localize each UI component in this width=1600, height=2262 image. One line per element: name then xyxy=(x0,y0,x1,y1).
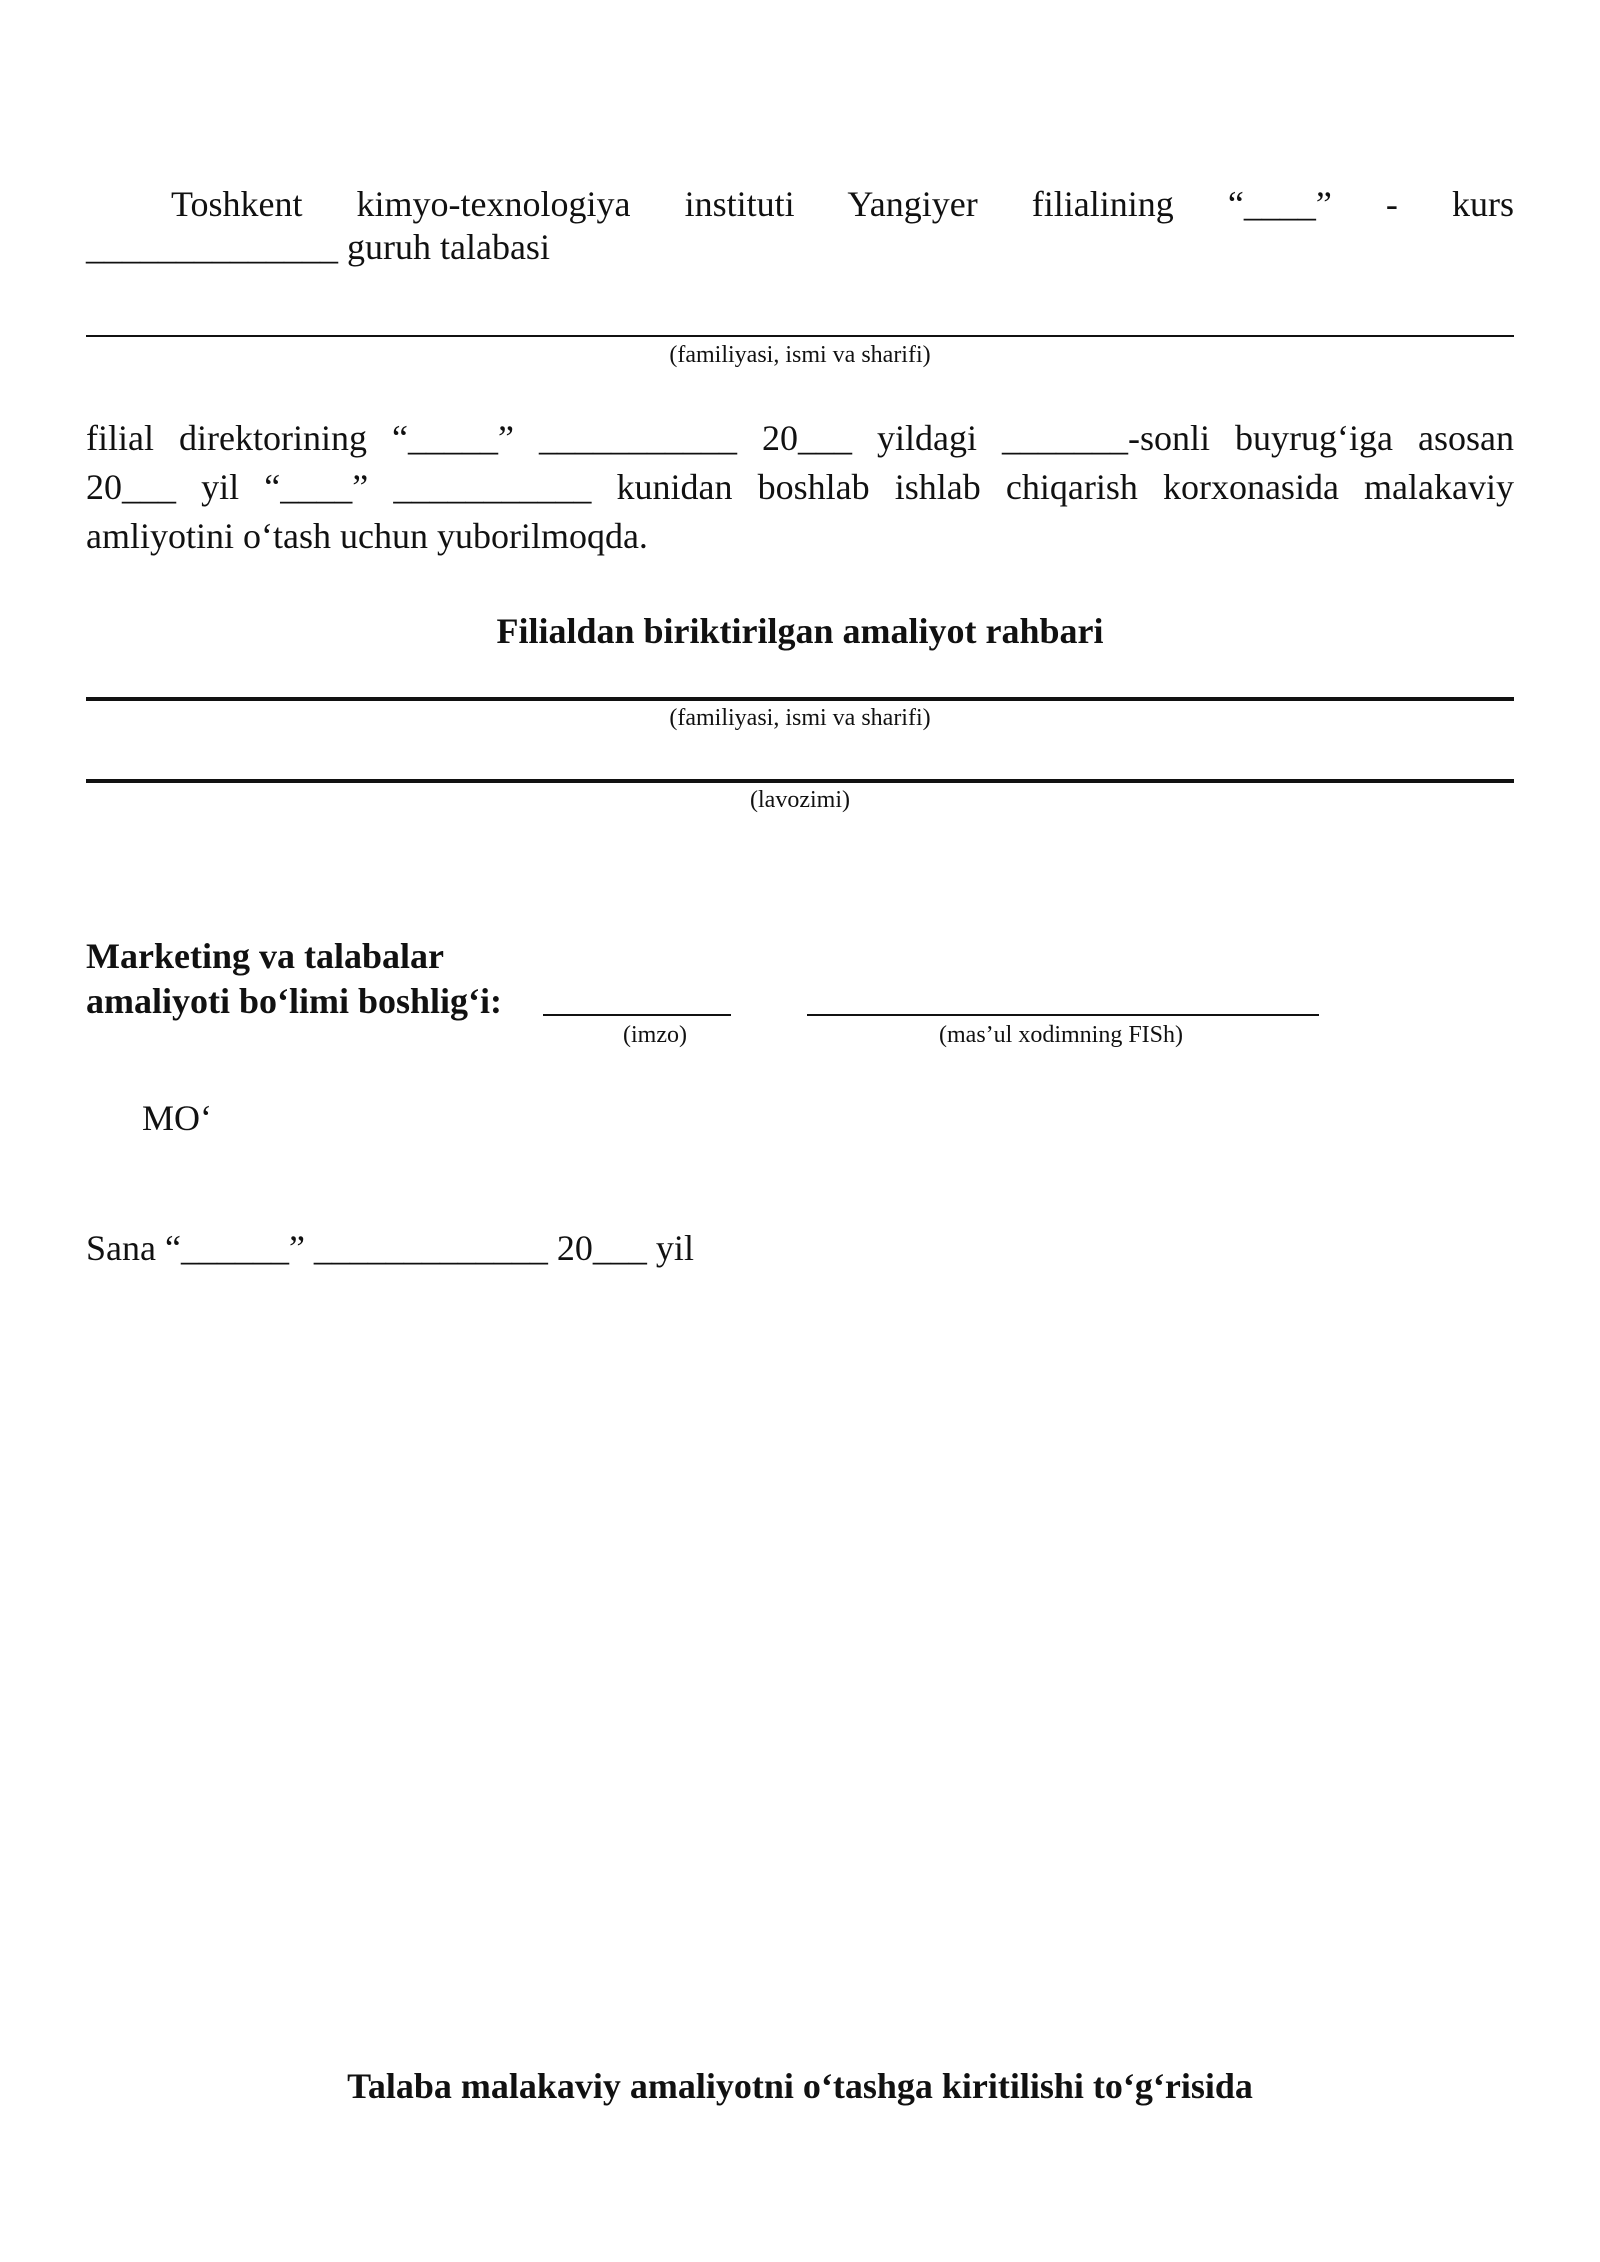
intro-line-1 xyxy=(86,180,1514,229)
order-line-1: filial direktorining “_____” ___________ 20___ yildagi _______-sonli buyrug‘iga asosan xyxy=(86,418,1514,458)
intro-line-2: ______________ guruh talabasi xyxy=(86,227,550,267)
date-line: Sana “______” _____________ 20___ yil xyxy=(86,1228,694,1268)
supervisor-position-line xyxy=(86,779,1514,783)
footer-title: Talaba malakaviy amaliyotni o‘tashga kiritilishi to‘g‘risida xyxy=(347,2066,1253,2106)
department-line-2: amaliyoti bo‘limi boshlig‘i: xyxy=(86,981,503,1021)
signature-line xyxy=(543,1014,731,1016)
responsible-name-line xyxy=(807,1014,1319,1016)
supervisor-name-caption: (familiyasi, ismi va sharifi) xyxy=(669,705,931,731)
intro-line-1-text: Toshkent kimyo-texnologiya instituti Yangiyer filialining “____” - kurs xyxy=(171,184,1514,224)
order-line-3: amliyotini o‘tash uchun yuborilmoqda. xyxy=(86,516,648,556)
signature-caption: (imzo) xyxy=(623,1022,687,1048)
student-name-caption: (familiyasi, ismi va sharifi) xyxy=(669,342,931,368)
responsible-name-caption: (mas’ul xodimning FISh) xyxy=(939,1022,1183,1048)
supervisor-position-caption: (lavozimi) xyxy=(750,787,850,813)
order-line-2: 20___ yil “____” ___________ kunidan boshlab ishlab chiqarish korxonasida malakaviy xyxy=(86,467,1514,507)
department-line-1: Marketing va talabalar xyxy=(86,936,444,976)
supervisor-heading: Filialdan biriktirilgan amaliyot rahbari xyxy=(496,611,1104,651)
student-name-line xyxy=(86,335,1514,337)
supervisor-name-line xyxy=(86,697,1514,701)
stamp-placeholder: MO‘ xyxy=(142,1098,212,1138)
